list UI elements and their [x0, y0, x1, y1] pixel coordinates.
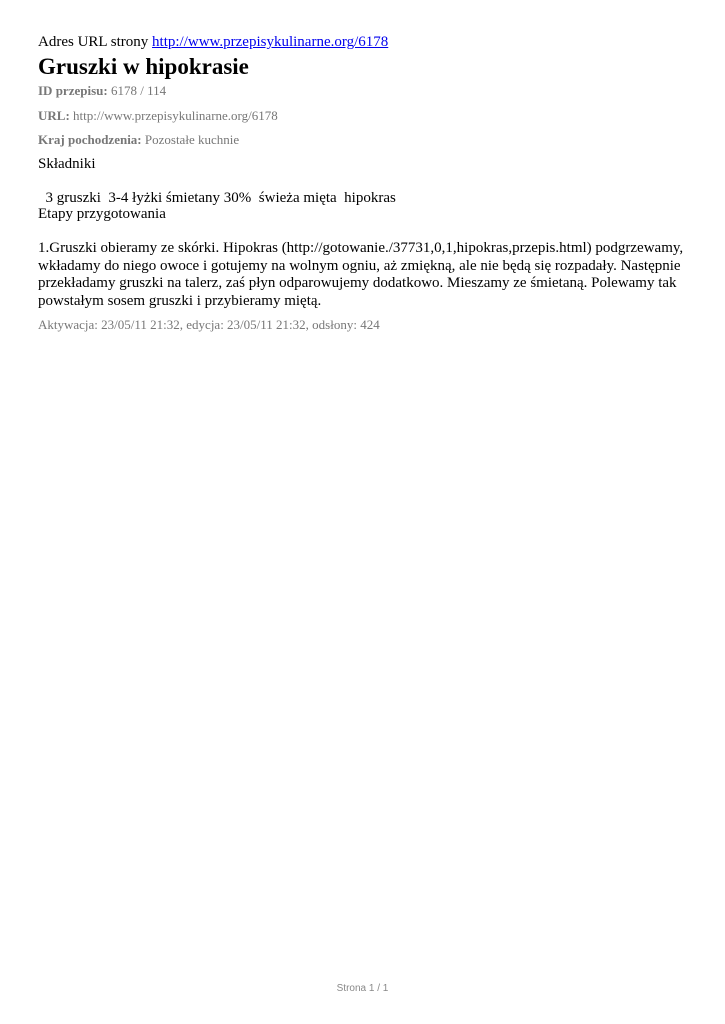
- steps-text: 1.Gruszki obieramy ze skórki. Hipokras (http://gotowanie./37731,0,1,hipokras,przepis.html) podgrzewamy, wkładamy do niego owoce i gotujemy na wolnym ogniu, aż zmiękną, ale nie będą się rozpadały. Następnie przekładamy gruszki na talerz, zaś płyn odparowujemy dodatkowo. Mieszamy ze śmietaną. Polewamy tak powstałym sosem gruszki i przybieramy miętą.: [38, 240, 684, 309]
- recipe-url-label: URL:: [38, 108, 70, 123]
- recipe-country-value: Pozostałe kuchnie: [144, 132, 240, 147]
- recipe-url-value: http://www.przepisykulinarne.org/6178: [73, 108, 278, 123]
- activity-meta: Aktywacja: 23/05/11 21:32, edycja: 23/05/11 21:32, odsłony: 424: [38, 317, 380, 332]
- page-number: Strona 1 / 1: [336, 983, 389, 994]
- source-url-line: [38, 34, 388, 51]
- recipe-id-row: [38, 83, 166, 99]
- recipe-country-row: [38, 132, 239, 148]
- source-url-link[interactable]: http://www.przepisykulinarne.org/6178: [152, 34, 389, 50]
- ingredients-list: 3 gruszki 3-4 łyżki śmietany 30% świeża mięta hipokras: [38, 190, 396, 206]
- steps-heading: Etapy przygotowania: [38, 206, 166, 222]
- source-url-prefix: Adres URL strony: [38, 34, 149, 50]
- recipe-id-value: 6178 / 114: [110, 83, 167, 98]
- recipe-id-label: ID przepisu:: [38, 83, 108, 98]
- recipe-country-label: Kraj pochodzenia:: [38, 132, 142, 147]
- recipe-url-row: [38, 108, 278, 124]
- recipe-title: Gruszki w hipokrasie: [38, 54, 249, 79]
- ingredients-heading: Składniki: [38, 156, 96, 172]
